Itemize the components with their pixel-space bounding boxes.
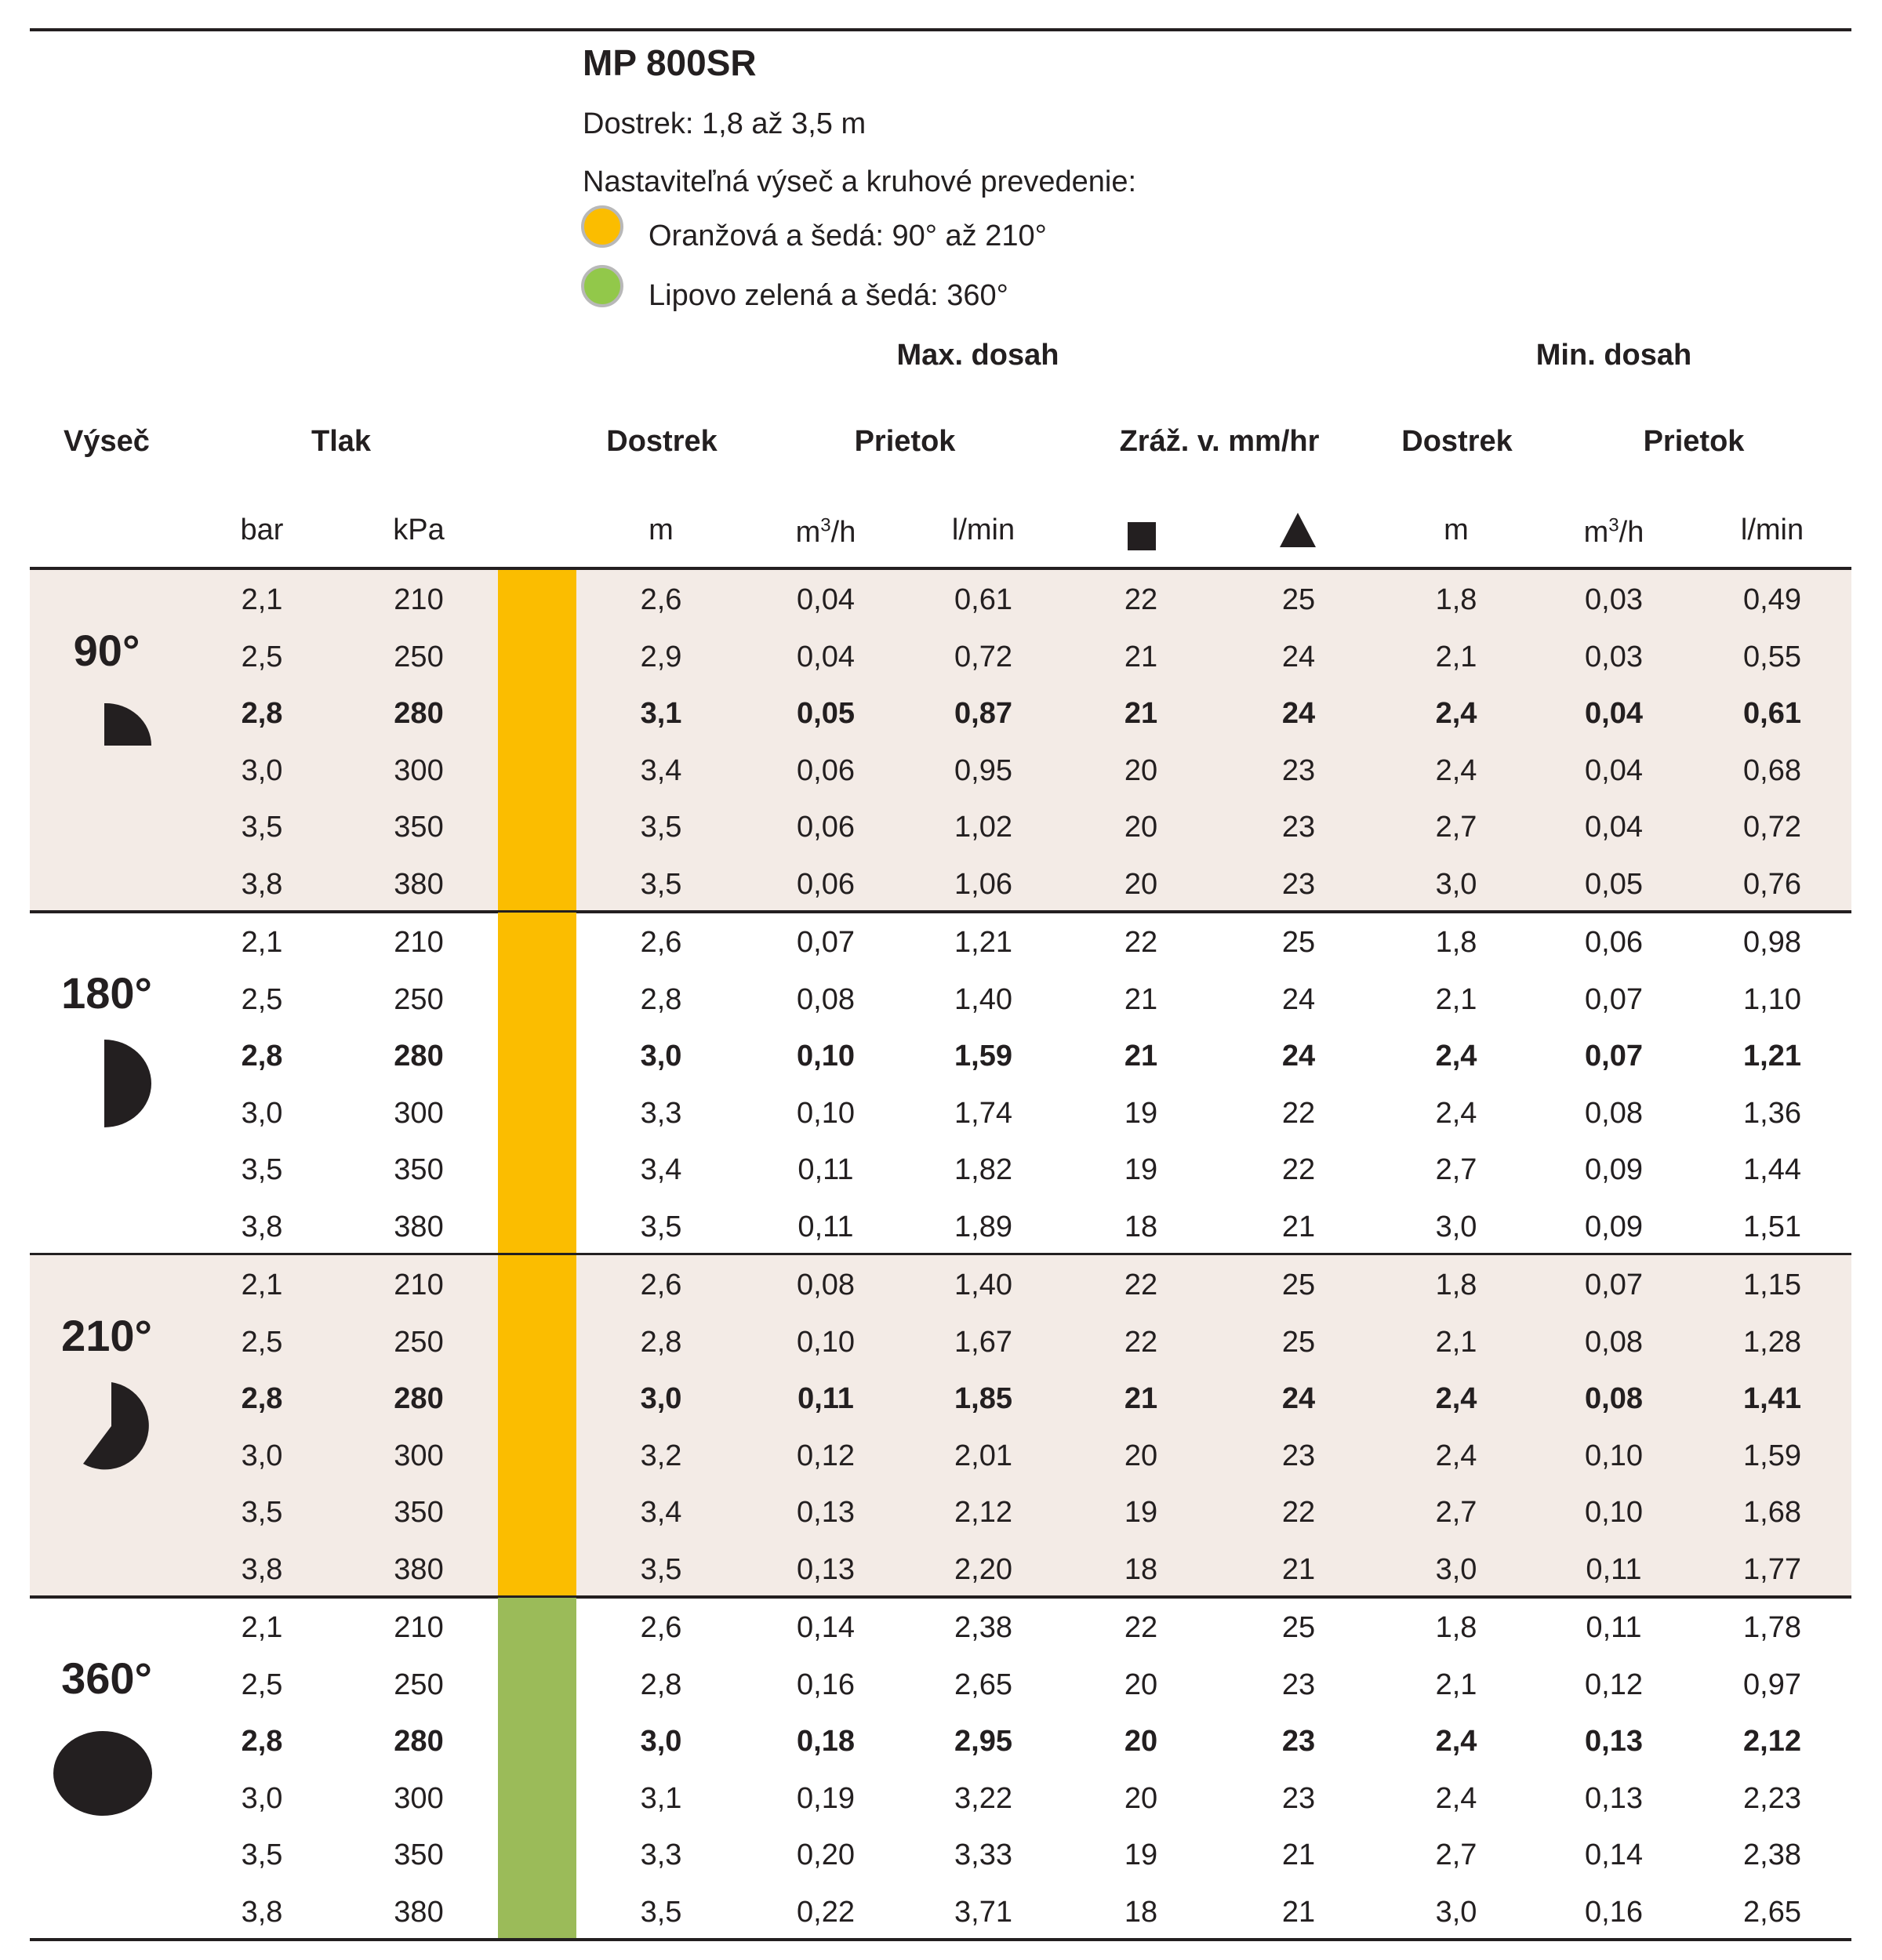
range-text: Dostrek: 1,8 až 3,5 m (583, 107, 867, 140)
cell-flow-lmin: 2,38 (954, 1611, 1012, 1644)
table-row (0, 971, 1882, 1028)
cell-flow-lmin: 3,71 (954, 1895, 1012, 1929)
table-row (0, 1827, 1882, 1883)
cell-flow-min-lmin: 1,44 (1743, 1153, 1801, 1186)
cell-flow-min-m3h: 0,05 (1585, 867, 1643, 901)
cell-flow-min-m3h: 0,07 (1585, 1040, 1643, 1073)
cell-kpa: 380 (394, 867, 444, 901)
cell-flow-min-m3h: 0,12 (1585, 1668, 1643, 1701)
table-row (0, 1657, 1882, 1713)
cell-precip-triangle: 21 (1281, 1838, 1316, 1871)
cell-flow-min-m3h: 0,11 (1586, 1552, 1642, 1586)
cell-flow-min-lmin: 1,41 (1743, 1382, 1801, 1415)
table-row (0, 1541, 1882, 1598)
cell-flow-min-lmin: 1,10 (1743, 982, 1801, 1016)
cell-kpa: 280 (394, 697, 444, 730)
cell-radius-min: 1,8 (1435, 1269, 1477, 1301)
cell-flow-lmin: 3,33 (954, 1838, 1012, 1871)
cell-bar: 3,0 (241, 753, 283, 787)
cell-flow-min-lmin: 0,68 (1743, 753, 1801, 787)
cell-precip-triangle: 22 (1281, 1096, 1316, 1130)
cell-kpa: 250 (394, 1325, 444, 1359)
cell-flow-m3h: 0,20 (797, 1838, 855, 1871)
cell-flow-min-m3h: 0,07 (1585, 1269, 1643, 1301)
cell-flow-min-m3h: 0,08 (1585, 1096, 1643, 1130)
cell-precip-triangle: 24 (1281, 1382, 1316, 1415)
cell-flow-min-m3h: 0,03 (1585, 583, 1643, 616)
col-pressure: Tlak (311, 425, 372, 458)
cell-precip-square: 20 (1124, 1668, 1158, 1701)
table-row (0, 572, 1882, 628)
cell-radius-min: 2,4 (1435, 1040, 1477, 1073)
cell-radius: 2,6 (640, 1611, 682, 1644)
cell-flow-min-lmin: 0,49 (1743, 583, 1801, 616)
cell-flow-lmin: 2,01 (954, 1439, 1012, 1472)
cell-precip-square: 21 (1124, 697, 1158, 730)
table-row (0, 742, 1882, 799)
cell-radius-min: 2,1 (1435, 640, 1477, 673)
cell-flow-lmin: 0,72 (954, 640, 1012, 673)
cell-bar: 2,5 (241, 1668, 283, 1701)
cell-flow-m3h: 0,04 (797, 640, 855, 673)
cell-bar: 3,0 (241, 1096, 283, 1130)
section-rule (30, 1595, 1851, 1599)
cell-flow-m3h: 0,06 (797, 811, 855, 844)
cell-precip-square: 19 (1124, 1096, 1158, 1130)
cell-radius: 3,0 (640, 1725, 682, 1758)
cell-flow-lmin: 1,89 (954, 1210, 1012, 1243)
cell-flow-m3h: 0,13 (797, 1552, 855, 1586)
cell-flow-min-m3h: 0,10 (1585, 1496, 1643, 1529)
cell-kpa: 280 (394, 1382, 444, 1415)
cell-flow-lmin: 0,61 (954, 583, 1012, 616)
cell-radius-min: 2,1 (1435, 1668, 1477, 1701)
cell-bar: 3,8 (241, 1895, 283, 1929)
cell-precip-triangle: 25 (1281, 1269, 1316, 1301)
sector-label: 210° (61, 1311, 152, 1360)
cell-flow-min-lmin: 2,38 (1743, 1838, 1801, 1871)
cell-radius-min: 2,7 (1435, 1496, 1477, 1529)
table-row (0, 1085, 1882, 1142)
cell-precip-triangle: 23 (1281, 1668, 1316, 1701)
cell-precip-square: 21 (1124, 982, 1158, 1016)
cell-bar: 2,8 (241, 1725, 283, 1758)
cell-flow-min-lmin: 2,23 (1743, 1781, 1801, 1815)
legend-green-label: Lipovo zelená a šedá: 360° (649, 279, 1008, 312)
table-row (0, 1314, 1882, 1370)
cell-flow-min-lmin: 1,36 (1743, 1096, 1801, 1130)
section-rule (30, 910, 1851, 913)
table-row (0, 1713, 1882, 1769)
col-radius-min: Dostrek (1401, 425, 1513, 458)
cell-precip-square: 19 (1124, 1838, 1158, 1871)
cell-flow-lmin: 1,21 (954, 926, 1012, 959)
cell-flow-m3h: 0,05 (797, 697, 855, 730)
cell-flow-lmin: 1,59 (954, 1040, 1012, 1073)
cell-precip-triangle: 21 (1281, 1895, 1316, 1929)
cell-bar: 3,5 (241, 1496, 283, 1529)
table-row (0, 1428, 1882, 1484)
unit-m-min: m (1444, 514, 1469, 546)
table-row (0, 856, 1882, 913)
cell-flow-lmin: 0,95 (954, 753, 1012, 787)
cell-radius-min: 3,0 (1435, 867, 1477, 901)
cell-kpa: 300 (394, 753, 444, 787)
cell-flow-min-m3h: 0,04 (1585, 697, 1643, 730)
col-sector: Výseč (64, 425, 150, 458)
cell-flow-m3h: 0,13 (797, 1496, 855, 1529)
cell-kpa: 380 (394, 1210, 444, 1243)
cell-kpa: 350 (394, 1153, 444, 1186)
green-dot-icon (581, 265, 623, 307)
cell-radius-min: 2,4 (1435, 753, 1477, 787)
cell-radius: 3,4 (640, 753, 682, 787)
unit-lmin-min: l/min (1740, 514, 1804, 546)
cell-precip-triangle: 24 (1281, 982, 1316, 1016)
cell-kpa: 300 (394, 1439, 444, 1472)
table-row (0, 1770, 1882, 1827)
cell-bar: 3,8 (241, 1552, 283, 1586)
cell-flow-m3h: 0,10 (797, 1325, 855, 1359)
cell-kpa: 210 (394, 1611, 444, 1644)
cell-radius-min: 2,1 (1435, 982, 1477, 1016)
cell-flow-min-lmin: 1,78 (1743, 1611, 1801, 1644)
cell-flow-m3h: 0,07 (797, 926, 855, 959)
cell-precip-triangle: 23 (1281, 1439, 1316, 1472)
cell-precip-square: 22 (1124, 926, 1158, 959)
cell-radius-min: 1,8 (1435, 583, 1477, 616)
cell-bar: 2,8 (241, 1382, 283, 1415)
cell-bar: 2,1 (241, 583, 283, 616)
cell-flow-m3h: 0,18 (797, 1725, 855, 1758)
cell-radius: 3,3 (640, 1838, 682, 1871)
cell-radius: 3,2 (640, 1439, 682, 1472)
cell-bar: 2,5 (241, 640, 283, 673)
cell-bar: 2,5 (241, 1325, 283, 1359)
cell-radius: 3,5 (640, 1210, 682, 1243)
cell-radius: 3,4 (640, 1496, 682, 1529)
top-rule (30, 28, 1851, 31)
cell-flow-min-m3h: 0,07 (1585, 982, 1643, 1016)
cell-flow-min-lmin: 2,12 (1743, 1725, 1801, 1758)
cell-flow-min-lmin: 1,15 (1743, 1269, 1801, 1301)
cell-flow-min-m3h: 0,03 (1585, 640, 1643, 673)
table-row (0, 914, 1882, 971)
orange-dot-icon (581, 205, 623, 248)
table-row (0, 1028, 1882, 1084)
cell-flow-m3h: 0,10 (797, 1096, 855, 1130)
cell-flow-lmin: 2,20 (954, 1552, 1012, 1586)
cell-flow-m3h: 0,04 (797, 583, 855, 616)
cell-precip-square: 20 (1124, 867, 1158, 901)
cell-bar: 3,0 (241, 1781, 283, 1815)
table-row (0, 799, 1882, 855)
cell-flow-lmin: 3,22 (954, 1781, 1012, 1815)
section-rule (30, 1938, 1851, 1941)
cell-radius-min: 2,4 (1435, 1096, 1477, 1130)
sector-label: 90° (73, 626, 140, 675)
table-row (0, 1142, 1882, 1198)
unit-lmin: l/min (951, 514, 1015, 546)
cell-precip-square: 18 (1124, 1552, 1158, 1586)
cell-bar: 2,1 (241, 1269, 283, 1301)
max-reach-header: Max. dosah (896, 339, 1059, 372)
cell-flow-min-lmin: 1,77 (1743, 1552, 1801, 1586)
cell-flow-lmin: 1,02 (954, 811, 1012, 844)
unit-bar: bar (240, 514, 284, 546)
cell-precip-triangle: 25 (1281, 926, 1316, 959)
cell-kpa: 250 (394, 1668, 444, 1701)
cell-flow-m3h: 0,11 (797, 1153, 854, 1186)
cell-radius: 3,5 (640, 1552, 682, 1586)
cell-radius-min: 2,1 (1435, 1325, 1477, 1359)
sector-label: 360° (61, 1653, 152, 1703)
cell-flow-min-m3h: 0,04 (1585, 753, 1643, 787)
cell-flow-lmin: 2,65 (954, 1668, 1012, 1701)
cell-radius: 3,4 (640, 1153, 682, 1186)
cell-flow-min-lmin: 0,76 (1743, 867, 1801, 901)
cell-precip-triangle: 24 (1281, 640, 1316, 673)
cell-kpa: 280 (394, 1725, 444, 1758)
cell-radius: 2,6 (640, 926, 682, 959)
cell-flow-min-m3h: 0,10 (1585, 1439, 1643, 1472)
cell-flow-min-lmin: 0,61 (1743, 697, 1801, 730)
cell-radius: 3,1 (640, 697, 682, 730)
cell-bar: 2,1 (241, 926, 283, 959)
cell-flow-min-lmin: 1,28 (1743, 1325, 1801, 1359)
cell-precip-triangle: 25 (1281, 583, 1316, 616)
table-row (0, 1484, 1882, 1541)
cell-precip-square: 20 (1124, 1725, 1158, 1758)
table-row (0, 1199, 1882, 1255)
unit-kpa: kPa (393, 514, 445, 546)
cell-kpa: 300 (394, 1781, 444, 1815)
cell-radius-min: 2,7 (1435, 1153, 1477, 1186)
cell-flow-min-lmin: 1,21 (1743, 1040, 1801, 1073)
cell-kpa: 250 (394, 640, 444, 673)
cell-flow-m3h: 0,06 (797, 867, 855, 901)
min-reach-header: Min. dosah (1535, 339, 1692, 372)
cell-radius: 2,6 (640, 1269, 682, 1301)
cell-precip-triangle: 21 (1281, 1552, 1316, 1586)
col-precip: Zráž. v. mm/hr (1119, 425, 1320, 458)
cell-precip-triangle: 23 (1281, 1725, 1316, 1758)
cell-bar: 3,5 (241, 811, 283, 844)
cell-precip-square: 18 (1124, 1210, 1158, 1243)
cell-flow-min-lmin: 1,59 (1743, 1439, 1801, 1472)
cell-kpa: 380 (394, 1552, 444, 1586)
cell-flow-lmin: 1,06 (954, 867, 1012, 901)
cell-flow-lmin: 1,85 (954, 1382, 1012, 1415)
cell-flow-m3h: 0,16 (797, 1668, 855, 1701)
cell-flow-min-lmin: 0,97 (1743, 1668, 1801, 1701)
cell-bar: 2,8 (241, 1040, 283, 1073)
cell-precip-square: 21 (1124, 1040, 1158, 1073)
cell-radius: 2,8 (640, 1325, 682, 1359)
cell-flow-min-m3h: 0,09 (1585, 1210, 1643, 1243)
triangle-icon (1280, 513, 1316, 547)
cell-radius: 3,3 (640, 1096, 682, 1130)
cell-precip-triangle: 23 (1281, 1781, 1316, 1815)
cell-radius-min: 3,0 (1435, 1552, 1477, 1586)
col-flow-min: Prietok (1643, 425, 1745, 458)
unit-m3h-min: $m^3/h$ (1583, 514, 1644, 549)
cell-flow-min-m3h: 0,04 (1585, 811, 1643, 844)
table-row (0, 685, 1882, 742)
cell-precip-triangle: 21 (1281, 1210, 1316, 1243)
cell-bar: 2,5 (241, 982, 283, 1016)
col-radius: Dostrek (606, 425, 718, 458)
col-flow: Prietok (854, 425, 956, 458)
cell-flow-min-lmin: 1,51 (1743, 1210, 1801, 1243)
sector-label: 180° (61, 968, 152, 1018)
cell-radius: 3,5 (640, 1895, 682, 1929)
cell-radius-min: 3,0 (1435, 1210, 1477, 1243)
cell-flow-m3h: 0,12 (797, 1439, 855, 1472)
cell-radius: 2,8 (640, 982, 682, 1016)
cell-bar: 3,5 (241, 1153, 283, 1186)
cell-flow-m3h: 0,14 (797, 1611, 855, 1644)
legend-orange-label: Oranžová a šedá: 90° až 210° (649, 220, 1047, 252)
table-row (0, 1370, 1882, 1427)
cell-flow-min-m3h: 0,06 (1585, 926, 1643, 959)
cell-radius-min: 2,4 (1435, 1781, 1477, 1815)
cell-kpa: 350 (394, 1838, 444, 1871)
cell-precip-triangle: 22 (1281, 1496, 1316, 1529)
cell-precip-square: 20 (1124, 1781, 1158, 1815)
cell-flow-lmin: 1,40 (954, 1269, 1012, 1301)
cell-kpa: 300 (394, 1096, 444, 1130)
cell-precip-square: 21 (1124, 640, 1158, 673)
cell-bar: 3,5 (241, 1838, 283, 1871)
cell-precip-triangle: 24 (1281, 1040, 1316, 1073)
cell-radius: 3,0 (640, 1382, 682, 1415)
table-row (0, 1257, 1882, 1313)
cell-flow-min-lmin: 0,55 (1743, 640, 1801, 673)
table-row (0, 629, 1882, 685)
cell-flow-m3h: 0,10 (797, 1040, 855, 1073)
cell-bar: 2,8 (241, 697, 283, 730)
unit-m3h: $m^3/h$ (795, 514, 856, 549)
cell-kpa: 210 (394, 926, 444, 959)
cell-precip-triangle: 23 (1281, 811, 1316, 844)
cell-kpa: 210 (394, 1269, 444, 1301)
cell-flow-min-m3h: 0,08 (1585, 1382, 1643, 1415)
adjustable-text: Nastaviteľná výseč a kruhové prevedenie: (583, 165, 1137, 198)
cell-precip-square: 22 (1124, 1325, 1158, 1359)
table-row (0, 1599, 1882, 1656)
cell-radius-min: 3,0 (1435, 1895, 1477, 1929)
cell-flow-min-m3h: 0,11 (1586, 1611, 1642, 1644)
cell-flow-lmin: 1,40 (954, 982, 1012, 1016)
cell-radius-min: 2,4 (1435, 1725, 1477, 1758)
cell-flow-lmin: 2,95 (954, 1725, 1012, 1758)
cell-flow-m3h: 0,11 (797, 1210, 854, 1243)
cell-precip-triangle: 25 (1281, 1325, 1316, 1359)
cell-precip-square: 20 (1124, 1439, 1158, 1472)
cell-flow-min-m3h: 0,14 (1585, 1838, 1643, 1871)
cell-radius: 3,5 (640, 867, 682, 901)
cell-flow-lmin: 1,82 (954, 1153, 1012, 1186)
cell-kpa: 210 (394, 583, 444, 616)
page-title: MP 800SR (583, 42, 757, 83)
cell-flow-m3h: 0,08 (797, 1269, 855, 1301)
cell-bar: 3,8 (241, 867, 283, 901)
cell-flow-min-m3h: 0,13 (1585, 1781, 1643, 1815)
cell-bar: 2,1 (241, 1611, 283, 1644)
cell-flow-min-m3h: 0,16 (1585, 1895, 1643, 1929)
cell-radius: 3,5 (640, 811, 682, 844)
cell-flow-m3h: 0,11 (797, 1382, 854, 1415)
cell-flow-lmin: 1,74 (954, 1096, 1012, 1130)
cell-radius: 3,1 (640, 1781, 682, 1815)
cell-flow-lmin: 1,67 (954, 1325, 1012, 1359)
unit-m: m (649, 514, 674, 546)
cell-radius: 2,8 (640, 1668, 682, 1701)
cell-precip-square: 19 (1124, 1153, 1158, 1186)
cell-radius-min: 1,8 (1435, 926, 1477, 959)
cell-kpa: 380 (394, 1895, 444, 1929)
cell-flow-min-lmin: 1,68 (1743, 1496, 1801, 1529)
cell-precip-triangle: 24 (1281, 697, 1316, 730)
cell-radius-min: 2,4 (1435, 1382, 1477, 1415)
cell-radius-min: 2,7 (1435, 1838, 1477, 1871)
cell-precip-square: 20 (1124, 811, 1158, 844)
cell-precip-triangle: 22 (1281, 1153, 1316, 1186)
cell-precip-square: 22 (1124, 583, 1158, 616)
cell-flow-lmin: 0,87 (954, 697, 1012, 730)
cell-flow-m3h: 0,06 (797, 753, 855, 787)
cell-flow-m3h: 0,22 (797, 1895, 855, 1929)
table-row (0, 1884, 1882, 1940)
cell-radius: 2,9 (640, 640, 682, 673)
cell-flow-min-m3h: 0,08 (1585, 1325, 1643, 1359)
cell-precip-triangle: 23 (1281, 753, 1316, 787)
cell-precip-square: 19 (1124, 1496, 1158, 1529)
cell-radius-min: 2,4 (1435, 1439, 1477, 1472)
square-icon (1128, 522, 1156, 550)
cell-flow-min-lmin: 2,65 (1743, 1895, 1801, 1929)
cell-bar: 3,0 (241, 1439, 283, 1472)
cell-radius: 2,6 (640, 583, 682, 616)
cell-flow-min-lmin: 0,72 (1743, 811, 1801, 844)
cell-flow-lmin: 2,12 (954, 1496, 1012, 1529)
cell-flow-m3h: 0,19 (797, 1781, 855, 1815)
cell-precip-square: 18 (1124, 1895, 1158, 1929)
cell-radius-min: 2,7 (1435, 811, 1477, 844)
cell-flow-m3h: 0,08 (797, 982, 855, 1016)
cell-kpa: 350 (394, 811, 444, 844)
cell-precip-triangle: 25 (1281, 1611, 1316, 1644)
cell-kpa: 250 (394, 982, 444, 1016)
cell-precip-square: 21 (1124, 1382, 1158, 1415)
cell-precip-triangle: 23 (1281, 867, 1316, 901)
cell-precip-square: 20 (1124, 753, 1158, 787)
cell-radius-min: 1,8 (1435, 1611, 1477, 1644)
cell-kpa: 280 (394, 1040, 444, 1073)
cell-radius: 3,0 (640, 1040, 682, 1073)
cell-flow-min-m3h: 0,13 (1585, 1725, 1643, 1758)
cell-radius-min: 2,4 (1435, 697, 1477, 730)
cell-kpa: 350 (394, 1496, 444, 1529)
cell-precip-square: 22 (1124, 1611, 1158, 1644)
cell-flow-min-lmin: 0,98 (1743, 926, 1801, 959)
cell-bar: 3,8 (241, 1210, 283, 1243)
cell-precip-square: 22 (1124, 1269, 1158, 1301)
cell-flow-min-m3h: 0,09 (1585, 1153, 1643, 1186)
